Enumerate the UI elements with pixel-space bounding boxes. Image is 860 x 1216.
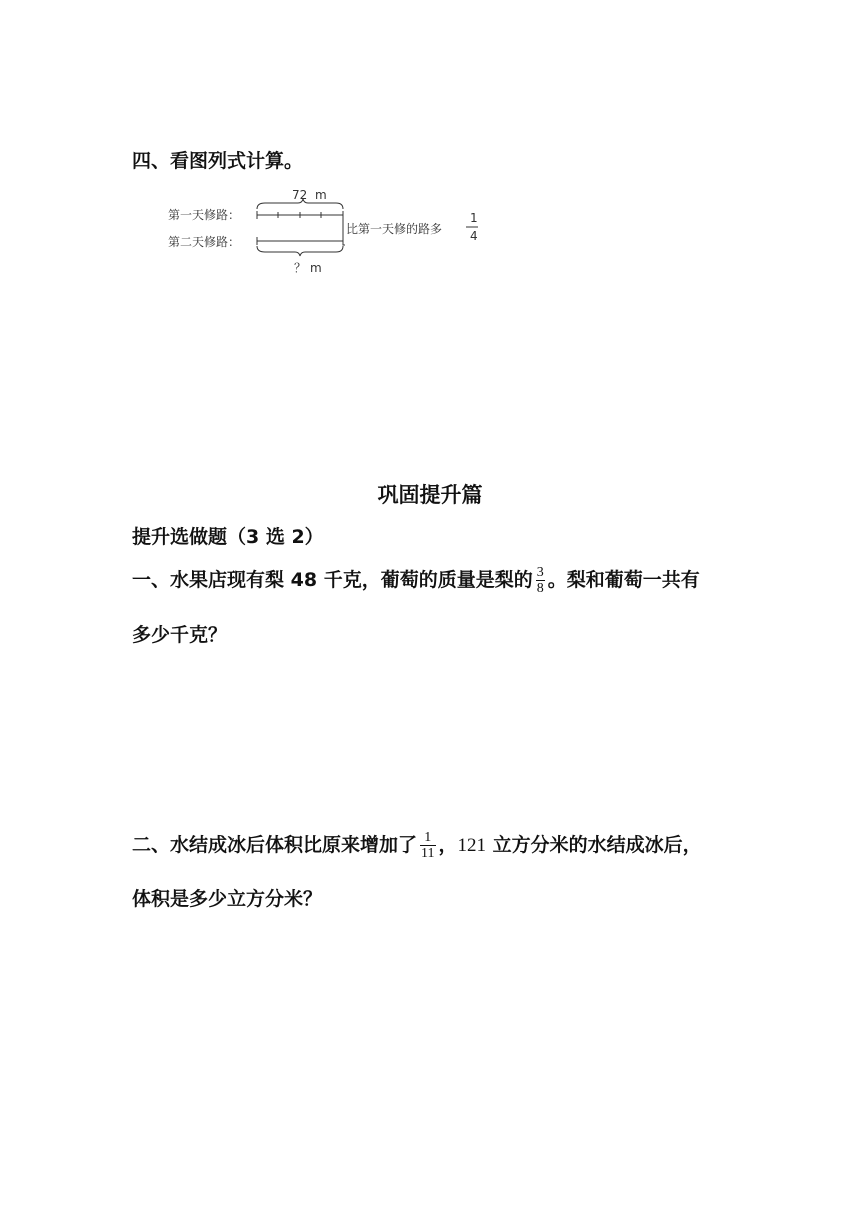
subtitle: 提升选做题（3 选 2） — [132, 526, 324, 548]
compare-text: 比第一天修的路多 — [346, 222, 443, 236]
compare-frac-num: 1 — [470, 211, 478, 225]
bottom-brace — [257, 246, 343, 256]
q1-frac-num: 3 — [536, 565, 544, 580]
q1-text-b: 千克，葡萄的质量是梨的 — [317, 569, 533, 591]
line-segment-diagram — [160, 182, 500, 282]
compare-frac-den: 4 — [470, 229, 478, 243]
q2-frac-num: 1 — [420, 830, 435, 846]
section-heading-4: 四、看图列式计算。 — [132, 150, 304, 172]
question-1-line-1 — [132, 565, 700, 596]
q2-fraction — [420, 830, 435, 861]
q1-text-a: 一、水果店现有梨 — [132, 569, 291, 591]
q2-text-c: 立方分米的水结成冰后， — [486, 834, 702, 856]
top-value-label: 72 — [292, 188, 308, 202]
question-1-line-2: 多少千克？ — [132, 624, 228, 646]
top-unit-label: m — [315, 188, 327, 202]
q1-frac-den: 8 — [536, 581, 544, 596]
day1-label: 第一天修路： — [168, 208, 241, 222]
q2-text-b: ， — [438, 834, 458, 856]
section-title: 巩固提升篇 — [377, 483, 483, 507]
q2-frac-den: 11 — [421, 846, 435, 861]
question-2-line-1 — [132, 830, 702, 861]
question-2-line-2: 体积是多少立方分米？ — [132, 888, 323, 910]
bottom-unit-label: m — [310, 261, 322, 275]
bottom-value-label: ？ — [294, 261, 307, 275]
q2-text-a: 二、水结成冰后体积比原来增加了 — [132, 834, 418, 856]
extra-bracket — [343, 215, 345, 245]
q1-fraction — [536, 565, 545, 596]
q1-number: 48 — [290, 569, 318, 591]
day2-label: 第二天修路： — [168, 235, 241, 249]
q2-number: 121 — [457, 835, 487, 856]
q1-text-c: 。梨和葡萄一共有 — [547, 569, 700, 591]
